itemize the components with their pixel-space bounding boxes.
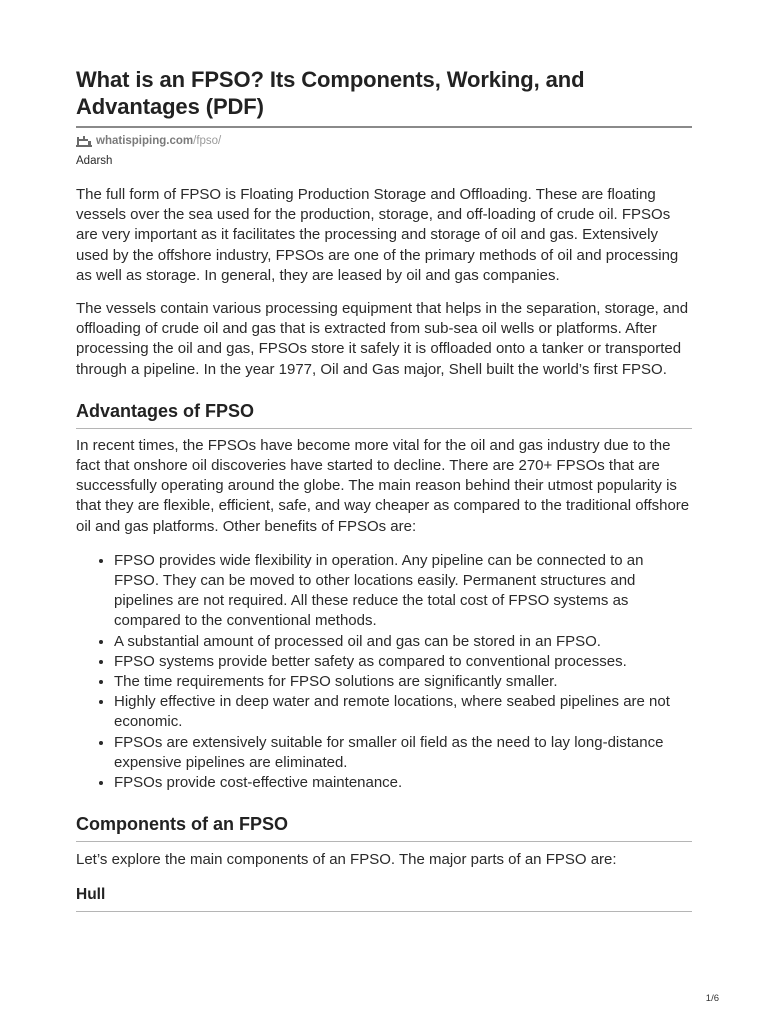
site-logo-icon [76, 135, 92, 147]
components-paragraph: Let’s explore the main components of an FPSO. The major parts of an FPSO are: [76, 851, 617, 869]
document-page [76, 66, 692, 912]
list-item: • Highly effective in deep water and remote locations, where seabed pipelines are not economic. [114, 692, 692, 732]
page-title: What is an FPSO? Its Components, Working, and Advantages (PDF) [76, 67, 585, 119]
list-item: • The time requirements for FPSO solutions are significantly smaller. [114, 672, 692, 692]
author-name: Adarsh [76, 155, 113, 167]
advantages-paragraph: In recent times, the FPSOs have become more vital for the oil and gas industry due to the fact that onshore oil discoveries have started to decline. There are 270+ FPSOs that are successfully operating around the globe. The main reason behind their utmost popularity is that they are flexible, efficient, safe, and way cheaper as compared to the traditional offshore oil and gas platforms. Other benefits of FPSOs are: [76, 436, 690, 535]
intro-paragraph-1: The full form of FPSO is Floating Production Storage and Offloading. These are floating vessels over the sea used for the production, storage, and off-loading of crude oil. FPSOs are very important as it facilitates the processing and storage of oil and gas. Extensively used by the offshore industry, FPSOs are one of the primary methods of oil and processing as well as storage. In general, they are leased by oil and gas companies. [76, 186, 679, 284]
list-item: • FPSO provides wide flexibility in operation. Any pipeline can be connected to an FPSO. They can be moved to other locations easily. Permanent structures and pipelines are not required. All these reduce the total cost of FPSO systems as compared to the conventional methods. [114, 551, 692, 632]
source-line [76, 134, 692, 148]
components-divider [76, 841, 692, 842]
source-path[interactable]: /fpso/ [193, 135, 222, 147]
list-item: • FPSO systems provide better safety as compared to conventional processes. [114, 652, 692, 672]
list-item: • FPSOs are extensively suitable for smaller oil field as the need to lay long-distance expensive pipelines are eliminated. [114, 733, 692, 773]
page-number: 1/6 [705, 993, 719, 1004]
hull-heading: Hull [76, 886, 106, 904]
components-heading: Components of an FPSO [76, 814, 289, 835]
title-divider [76, 126, 692, 128]
list-item: • A substantial amount of processed oil and gas can be stored in an FPSO. [114, 632, 692, 652]
hull-divider [76, 911, 692, 912]
source-domain[interactable]: whatispiping.com [96, 135, 194, 147]
advantages-heading: Advantages of FPSO [76, 400, 255, 421]
intro-paragraph-2: The vessels contain various processing equipment that helps in the separation, storage, and offloading of crude oil and gas that is extracted from sub-sea oil wells or platforms. After processing the oil and gas, FPSOs store it safely it is offloaded onto a tanker or transported through a pipeline. In the year 1977, Oil and Gas major, Shell built the world’s first FPSO. [76, 300, 689, 378]
advantages-list [76, 551, 692, 793]
list-item: • FPSOs provide cost-effective maintenance. [114, 773, 692, 793]
advantages-divider [76, 428, 692, 429]
